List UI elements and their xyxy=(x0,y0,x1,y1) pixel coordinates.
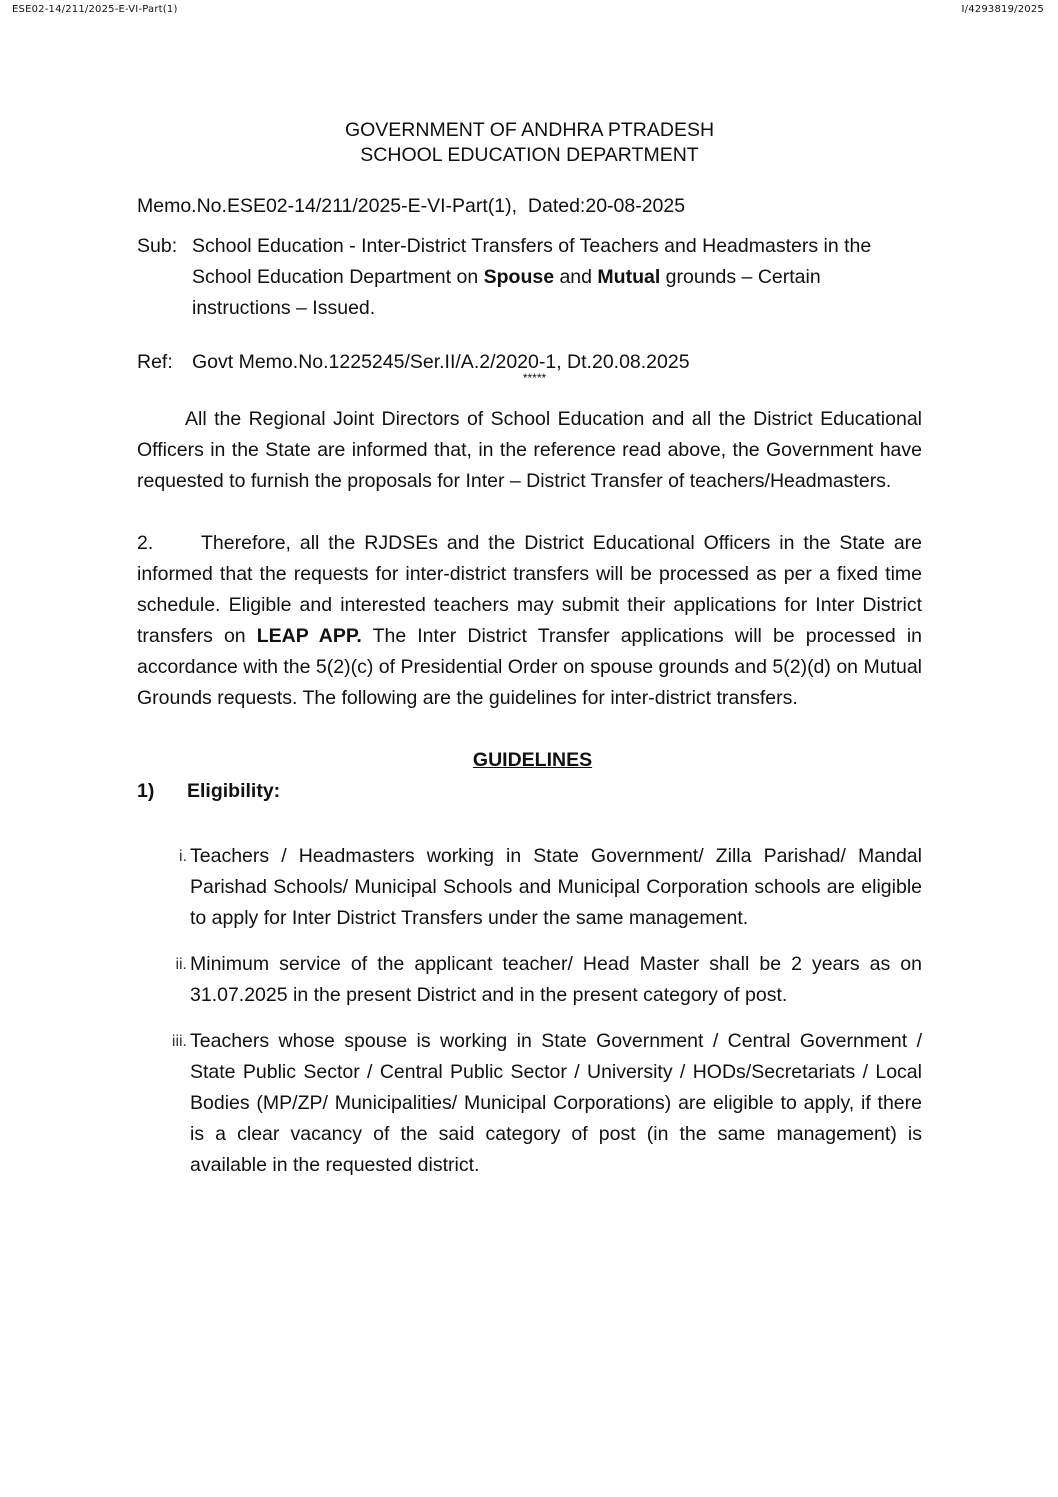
title-government: GOVERNMENT OF ANDHRA PTRADESH xyxy=(344,119,715,141)
separator-stars: ***** xyxy=(522,371,547,385)
paragraph-2-text-part1: Therefore, all the RJDSEs and the District Educational Officers in the State are informed that the requests for inter-district transfers will be processed as per a fixed time schedule. Eligible and interested teachers may submit their applications for Inter District transfers on xyxy=(137,532,922,647)
eligibility-list xyxy=(137,841,922,1181)
subject-text-part2: and xyxy=(554,266,598,288)
list-item xyxy=(137,1026,922,1181)
subject-bold-spouse: Spouse xyxy=(483,266,555,288)
list-item-text: Teachers / Headmasters working in State Government/ Zilla Parishad/ Mandal Parishad Schools/ Municipal Schools and Municipal Corporation schools are eligible to apply for Inter District Transfers under the same management. xyxy=(190,845,922,929)
document-title xyxy=(137,118,922,168)
paragraph-2-bold-leap-app: LEAP APP. xyxy=(256,625,362,647)
title-department: SCHOOL EDUCATION DEPARTMENT xyxy=(360,144,699,166)
reference-text: Govt Memo.No.1225245/Ser.II/A.2/2020-1, Dt.20.08.2025 xyxy=(192,351,690,373)
paragraph-1: All the Regional Joint Directors of School Education and all the District Educational Officers in the State are informed that, in the reference read above, the Government have requested to furnish the proposals for Inter – District Transfer of teachers/Headmasters. xyxy=(137,408,922,492)
paragraph-2 xyxy=(137,528,922,714)
list-item-numeral: ii. xyxy=(175,956,187,973)
reference-label: Ref: xyxy=(137,351,173,373)
list-item-text: Minimum service of the applicant teacher/ Head Master shall be 2 years as on 31.07.2025 in the present District and in the present category of post. xyxy=(190,953,922,1006)
subject-text-part3: grounds – Certain instructions – Issued. xyxy=(192,266,821,319)
subject-bold-mutual: Mutual xyxy=(597,266,661,288)
list-item xyxy=(137,949,922,1011)
eligibility-heading xyxy=(137,776,922,807)
paragraph-2-text-part2: The Inter District Transfer applications will be processed in accordance with the 5(2)(c) of Presidential Order on spouse grounds and 5(2)(d) on Mutual Grounds requests. The following are the guidelines for inter-district transfers. xyxy=(137,625,923,709)
eligibility-number: 1) xyxy=(137,780,155,802)
guidelines-heading: GUIDELINES xyxy=(472,749,593,771)
paragraph-2-number: 2. xyxy=(137,532,154,554)
list-item-numeral: iii. xyxy=(171,1033,187,1050)
subject-text-part1: School Education - Inter-District Transfers of Teachers and Headmasters in the School Education Department on xyxy=(192,235,872,288)
list-item xyxy=(137,841,922,934)
memo-number: Memo.No.ESE02-14/211/2025-E-VI-Part(1), Dated:20-08-2025 xyxy=(137,195,686,217)
document-body xyxy=(137,118,922,1196)
list-item-text: Teachers whose spouse is working in State Government / Central Government / State Public Sector / Central Public Sector / University / HODs/Secretariats / Local Bodies (MP/ZP/ Municipalities/ Municipal Corporations) are eligible to apply, if there is a clear vacancy of the said category of post (in the same management) is available in the requested district. xyxy=(190,1030,922,1176)
subject-label: Sub: xyxy=(137,235,178,257)
file-number-header: ESE02-14/211/2025-E-VI-Part(1) xyxy=(12,4,178,15)
list-item-numeral: i. xyxy=(179,848,187,865)
subject-block xyxy=(137,231,922,324)
eligibility-title: Eligibility: xyxy=(187,780,281,802)
document-id-header: I/4293819/2025 xyxy=(961,4,1044,15)
subject-text xyxy=(192,231,922,324)
